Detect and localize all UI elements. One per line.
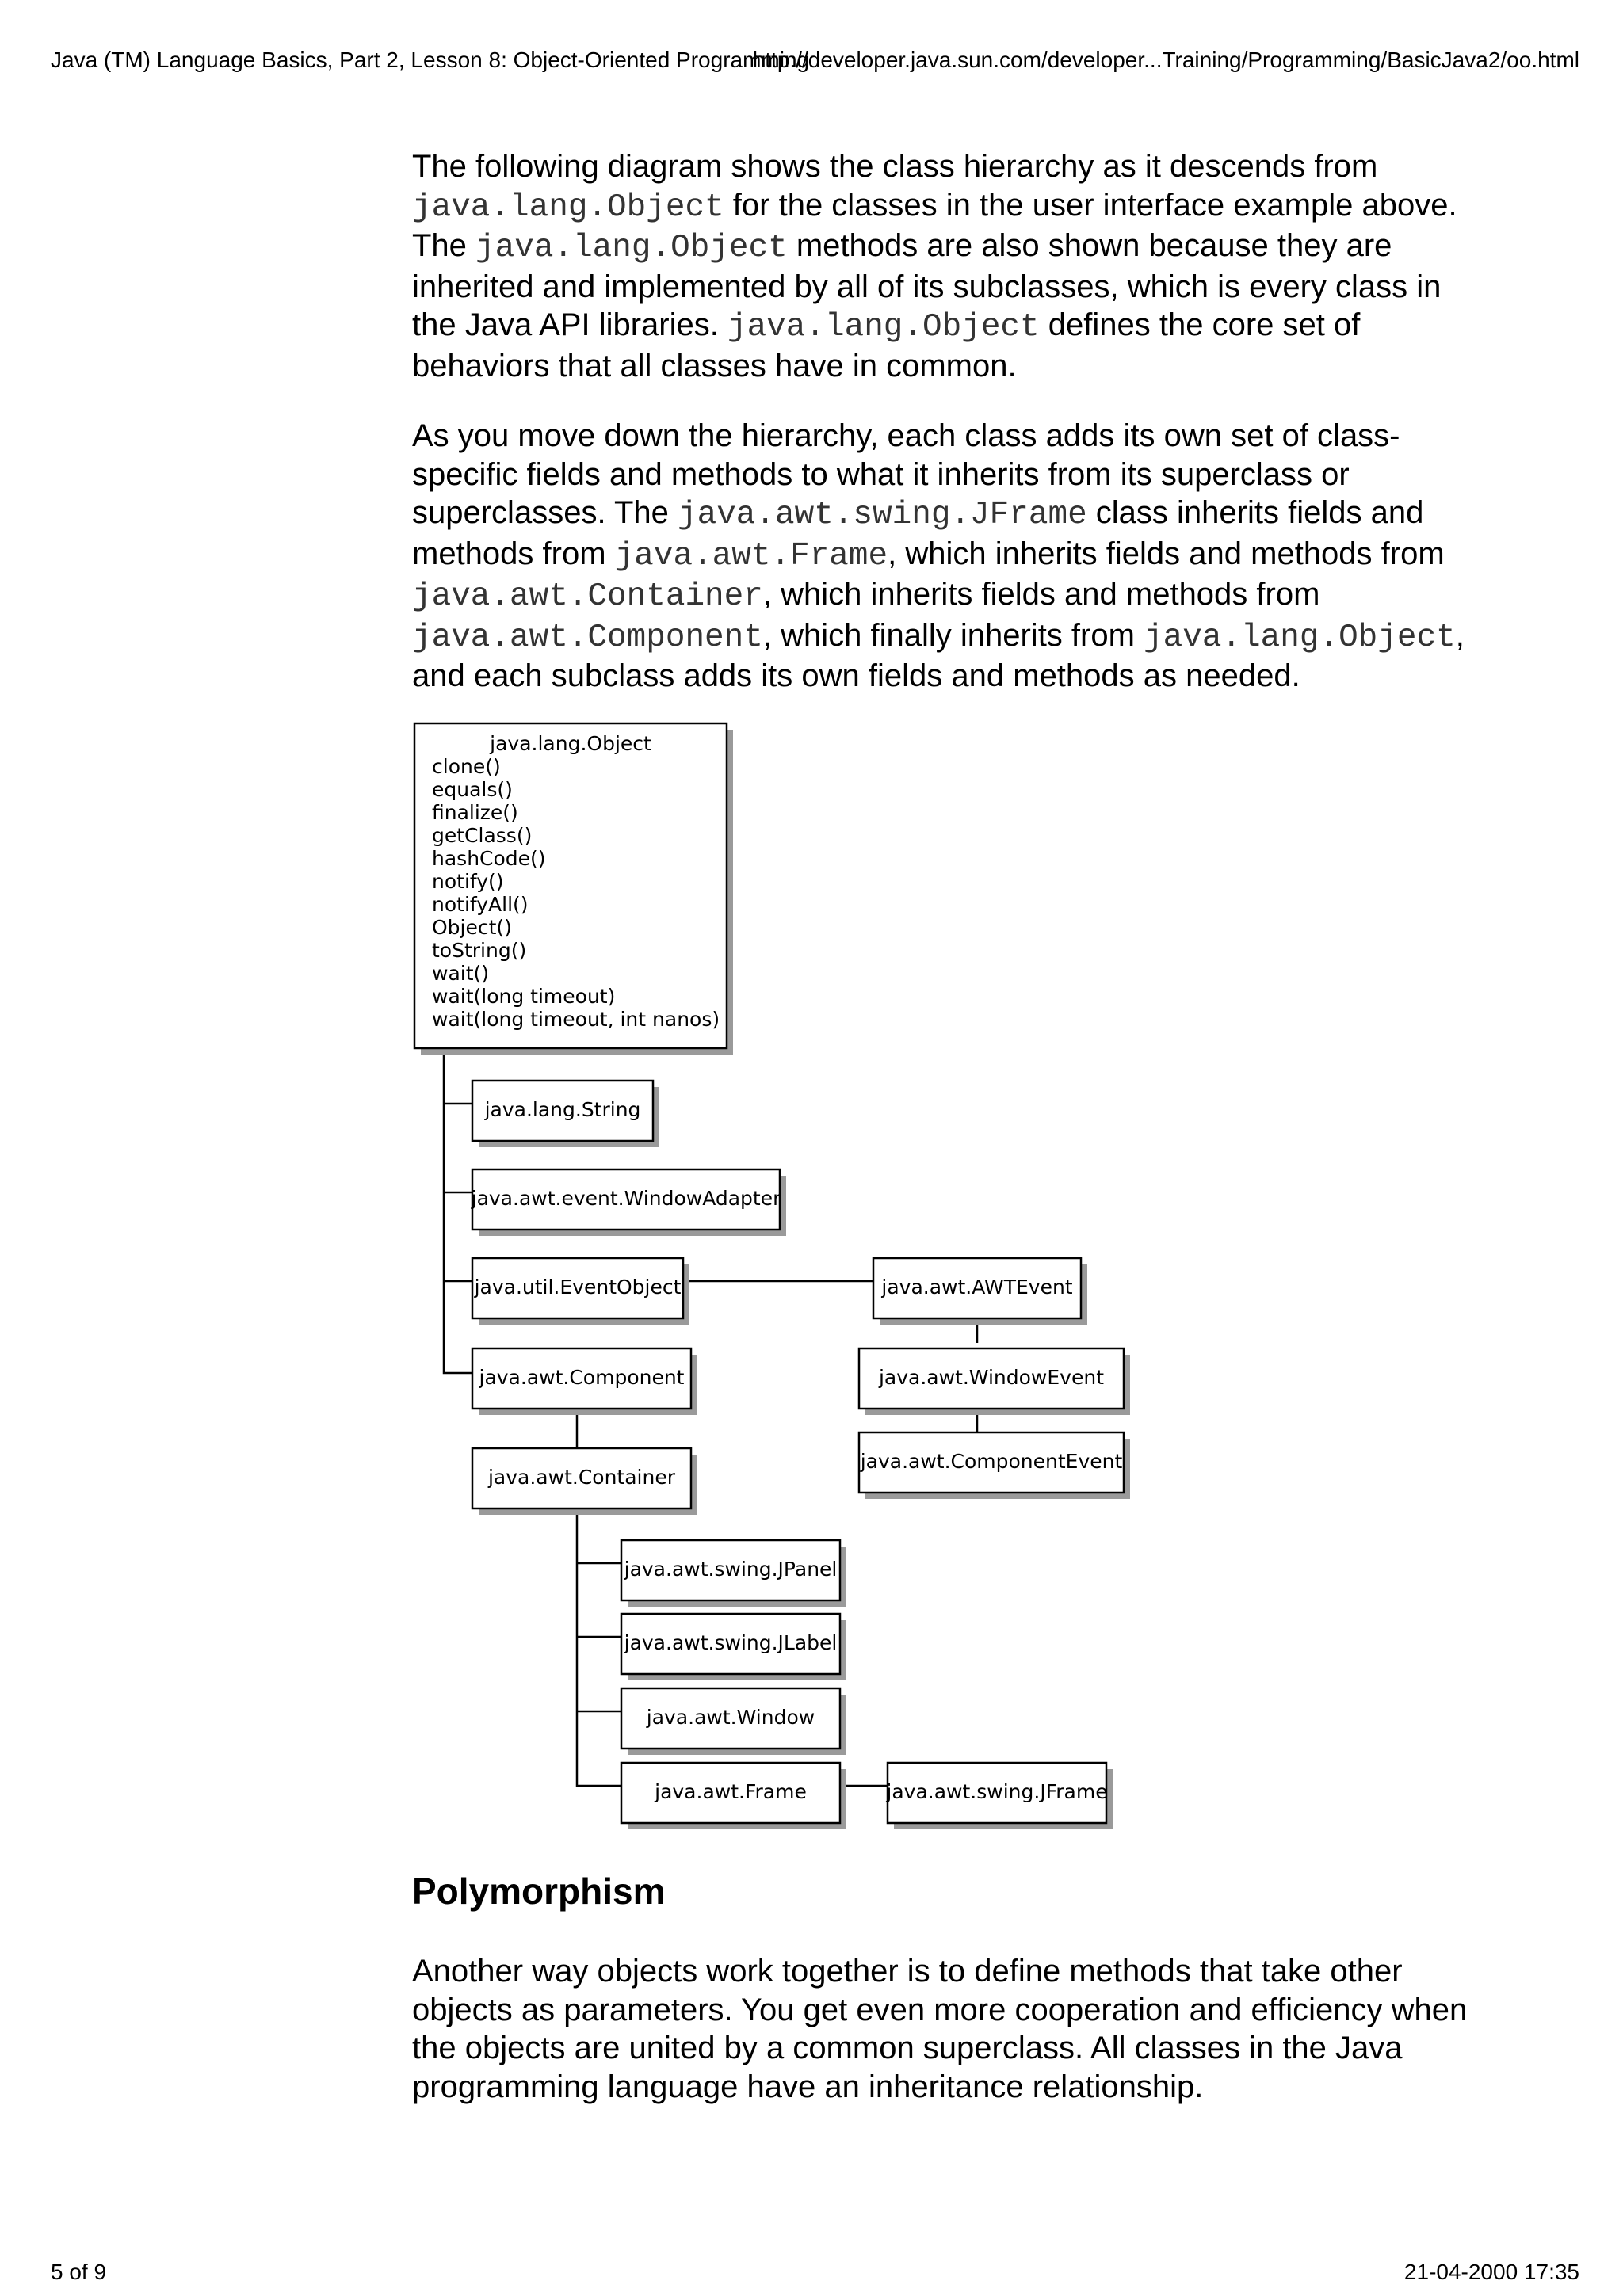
class-label: java.lang.String [484, 1098, 641, 1121]
class-label: java.awt.Container [487, 1466, 676, 1489]
method-item: wait() [432, 962, 490, 985]
class-label: java.awt.swing.JPanel [624, 1558, 838, 1581]
class-box-window-event [859, 1348, 1130, 1415]
text-run: , which finally inherits from [762, 617, 1144, 653]
class-box-jpanel [621, 1540, 846, 1607]
code-container: java.awt.Container [412, 578, 763, 615]
class-box-awt-event [873, 1258, 1087, 1325]
class-box-frame [621, 1763, 846, 1829]
text-run: , which inherits fields and methods from [762, 577, 1320, 612]
code-java-lang-object: java.lang.Object [412, 189, 724, 226]
section-heading-polymorphism: Polymorphism [412, 1871, 666, 1912]
text-run: for the classes in the user interface example above. The [412, 187, 1457, 263]
class-box-window [621, 1688, 846, 1755]
class-box-string [472, 1081, 659, 1147]
class-label: java.awt.Component [479, 1366, 685, 1389]
class-label: java.awt.event.WindowAdapter [471, 1187, 781, 1210]
text-run: The following diagram shows the class hierarchy as it descends from [412, 149, 1378, 184]
page-number: 5 of 9 [51, 2260, 107, 2284]
class-box-jlabel [621, 1614, 846, 1680]
class-label: java.awt.AWTEvent [881, 1276, 1073, 1299]
method-item: toString() [432, 939, 527, 962]
object-box-title: java.lang.Object [490, 732, 651, 755]
code-component: java.awt.Component [412, 619, 763, 656]
class-box-component-event [859, 1432, 1130, 1499]
print-datetime: 21-04-2000 17:35 [1403, 2260, 1579, 2284]
class-label: java.util.EventObject [474, 1276, 682, 1299]
text-run: class inherits fields and methods from [412, 495, 1424, 571]
text-run: As you move down the hierarchy, each class adds its own set of class-specific fields and methods to what it inherits from its superclass or superclasses. The [412, 418, 1400, 530]
class-label: java.awt.ComponentEvent [860, 1450, 1123, 1473]
code-java-lang-object: java.lang.Object [727, 309, 1040, 345]
method-item: wait(long timeout, int nanos) [432, 1008, 720, 1031]
class-label: java.awt.Frame [655, 1780, 807, 1803]
method-item: equals() [432, 778, 513, 801]
code-jframe: java.awt.swing.JFrame [677, 497, 1087, 533]
text-run: , and each subclass adds its own fields and methods as needed. [412, 617, 1465, 693]
page-header-url: http://developer.java.sun.com/developer...Training/Programming/BasicJava2/oo.html [752, 48, 1579, 72]
text-run: defines the core set of behaviors that all classes have in common. [412, 307, 1361, 383]
method-item: notify() [432, 870, 504, 893]
method-item: finalize() [432, 801, 518, 824]
class-box-object [414, 723, 733, 1055]
class-label: java.awt.swing.JFrame [886, 1780, 1108, 1803]
class-box-event-object [472, 1258, 689, 1325]
page-header-title: Java (TM) Language Basics, Part 2, Lesson 8: Object-Oriented Programming [51, 48, 810, 72]
method-item: wait(long timeout) [432, 985, 616, 1008]
class-box-container [472, 1448, 697, 1515]
code-frame: java.awt.Frame [614, 537, 888, 574]
connector-object-trunk [444, 1047, 472, 1373]
text-run: methods are also shown because they are inherited and implemented by all of its subclasses, which is every class in the Java API libraries. [412, 228, 1442, 342]
class-box-component [472, 1348, 697, 1415]
text-run: , which inherits fields and methods from [888, 536, 1445, 571]
class-label: java.awt.WindowEvent [878, 1366, 1105, 1389]
class-label: java.awt.swing.JLabel [624, 1631, 838, 1654]
method-item: Object() [432, 916, 512, 939]
class-box-window-adapter [471, 1169, 786, 1236]
class-box-jframe [885, 1763, 1113, 1829]
code-java-lang-object: java.lang.Object [1144, 619, 1456, 656]
method-item: notifyAll() [432, 893, 529, 916]
code-java-lang-object: java.lang.Object [475, 230, 788, 266]
connector-container-trunk [577, 1508, 621, 1786]
method-item: getClass() [432, 824, 533, 847]
method-item: clone() [432, 755, 501, 778]
polymorphism-paragraph: Another way objects work together is to define methods that take other objects as parameters. You get even more cooperation and efficiency when the objects are united by a common superclass. All classes in the Java programming language have an inheritance relationship. [412, 1954, 1468, 2104]
class-label: java.awt.Window [646, 1706, 815, 1729]
method-item: hashCode() [432, 847, 546, 870]
